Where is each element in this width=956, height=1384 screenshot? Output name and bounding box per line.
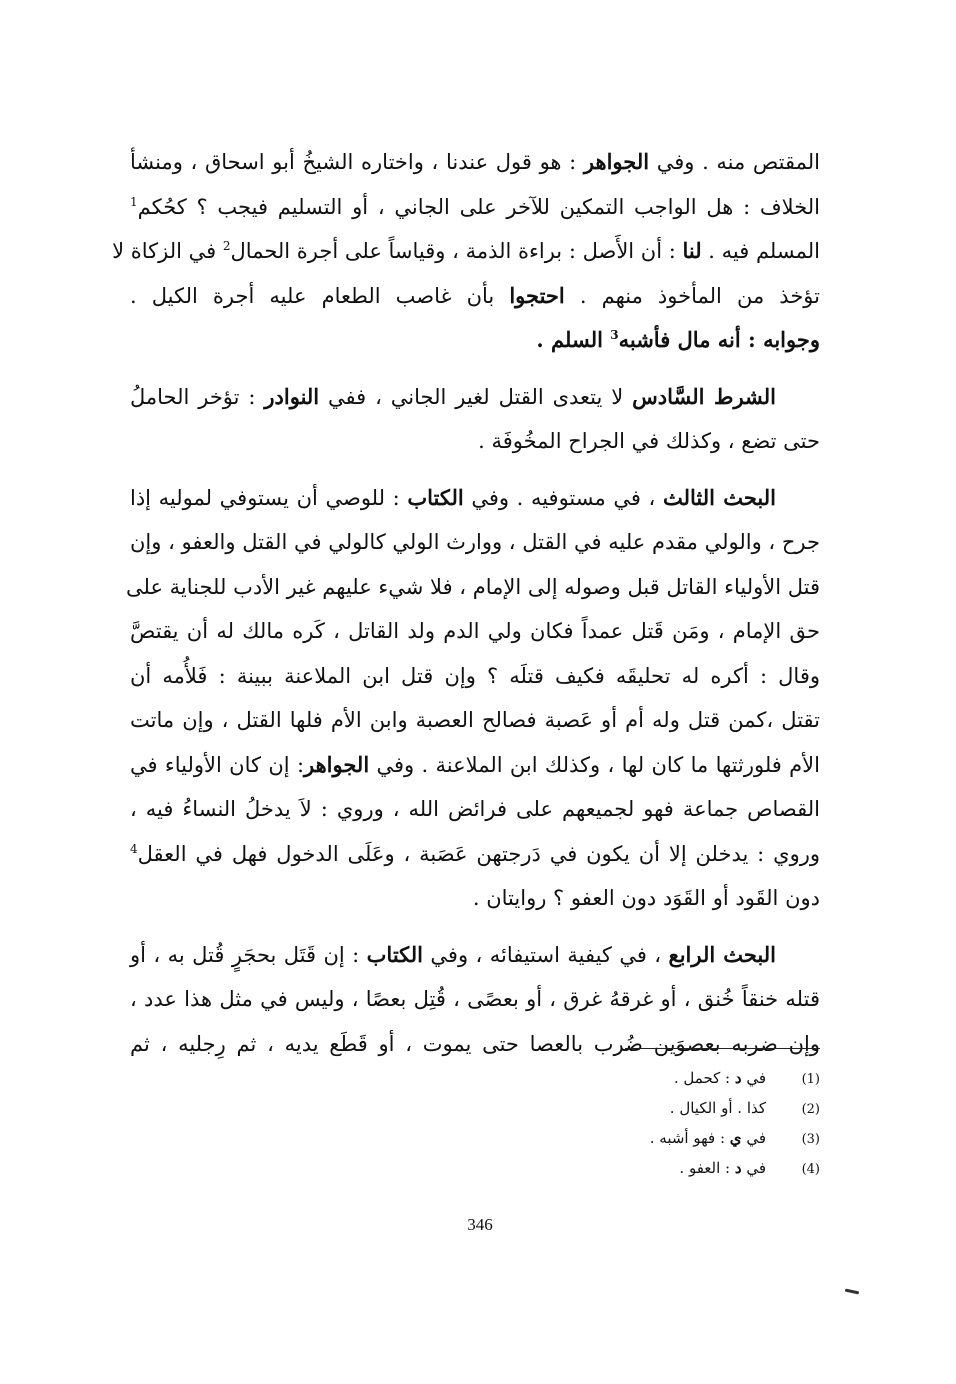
footnote-number: (4) (801, 1162, 820, 1177)
footnote-number: (1) (801, 1072, 820, 1087)
paragraph-2 (130, 375, 820, 464)
text-line: وجوابه : أنه مال فأشبه$^3$ السلم . (536, 327, 820, 352)
text-line: حق الإمام ، ومَن قَتل عمداً فكان ولي الدم ولد القاتل ، كَره مالك له أن يقتصَّ (130, 619, 820, 643)
text-line: القصاص جماعة فهو لجميعهم على فرائض الله ، وروي : لاَ يدخلُ النساءُ فيه ، (130, 797, 820, 821)
page-number: 346 (467, 1215, 493, 1234)
footnote-text: في د : كحمل . (673, 1069, 766, 1087)
main-text (112, 140, 820, 1078)
text-line: المسلم فيه . لنا : أن الأَصل : براءة الذمة ، وقياساً على أجرة الحمال$^2$ في الزكاة لا (112, 238, 820, 263)
paragraph-3 (125, 476, 820, 921)
text-line: الخلاف : هل الواجب التمكين للآخر على الجاني ، أو التسليم فيجب ؟ كحُكم$^1$ (130, 194, 820, 219)
footnote (560, 1094, 820, 1124)
footnote (560, 1124, 820, 1154)
footnotes (560, 1064, 820, 1184)
text-line: قتله خنقاً خُنق ، أو غرقهُ غرق ، أو بعصًى ، قُتِل بعصًا ، وليس في مثل هذا عدد ، (130, 987, 820, 1011)
scan-mark (845, 1289, 859, 1295)
paragraph-1 (112, 140, 820, 363)
text-line: الأم فلورثتها ما كان لها ، وكذلك ابن الملاعنة . وفي الجواهر: إن كان الأولياء في (130, 751, 820, 777)
text-line: جرح ، والولي مقدم عليه في القتل ، ووارث الولي كالولي في القتل والعفو ، وإن (130, 530, 820, 554)
text-line: دون القَود أو القَوَد دون العفو ؟ روايتان . (472, 886, 820, 910)
footnote (560, 1064, 820, 1094)
footnote-number: (3) (801, 1132, 820, 1147)
text-line: تقتل ،كمن قتل وله أم أو عَصبة فصالح العصبة وابن الأم فلها القتل ، وإن ماتت (130, 708, 820, 732)
text-line: الشرط السَّادس لا يتعدى القتل لغير الجاني ، ففي النوادر : تؤخر الحاملُ (130, 383, 777, 409)
text-line: حتى تضع ، وكذلك في الجراح المخُوفَة . (478, 429, 820, 453)
text-line: المقتص منه . وفي الجواهر : هو قول عندنا ، واختاره الشيخُ أبو اسحاق ، ومنشأ (130, 149, 820, 174)
text-line: البحث الرابع ، في كيفية استيفائه ، وفي الكتاب : إن قَتَل بحجَرٍ قُتل به ، أو (130, 941, 776, 967)
text-line: تؤخذ من المأخوذ منهم . احتجوا بأن غاصب الطعام عليه أجرة الكيل . (130, 282, 820, 308)
footnote-text: كذا . أو الكيال . (669, 1099, 766, 1117)
text-line: قتل الأولياء القاتل قبل وصوله إلى الإمام ، فلا شيء عليهم غير الأدب للجناية على (125, 574, 820, 599)
text-line: البحث الثالث ، في مستوفيه . وفي الكتاب : للوصي أن يستوفي لموليه إذا (130, 484, 776, 510)
text-line: وقال : أكره له تحليقَه فكيف قتلَه ؟ وإن قتل ابن الملاعنة ببينة : فَلأُمه أن (130, 663, 820, 688)
footnote-text: في ي : فهو أشبه . (649, 1129, 766, 1147)
text-line: وروي : يدخلن إلا أن يكون في دَرجتهن عَصَبة ، وعَلَى الدخول فهل في العقل$^4$ (130, 841, 820, 866)
paragraph-4 (130, 933, 820, 1067)
footnote-text: في د : العفو . (679, 1159, 766, 1177)
footnote-number: (2) (801, 1102, 820, 1117)
footnote-divider (625, 1048, 820, 1049)
footnote (560, 1154, 820, 1184)
text-line: وإن ضربه بعصوَين ضُرب بالعصا حتى يموت ، أو قَطَع يديه ، ثم رِجليه ، ثم (130, 1031, 820, 1056)
